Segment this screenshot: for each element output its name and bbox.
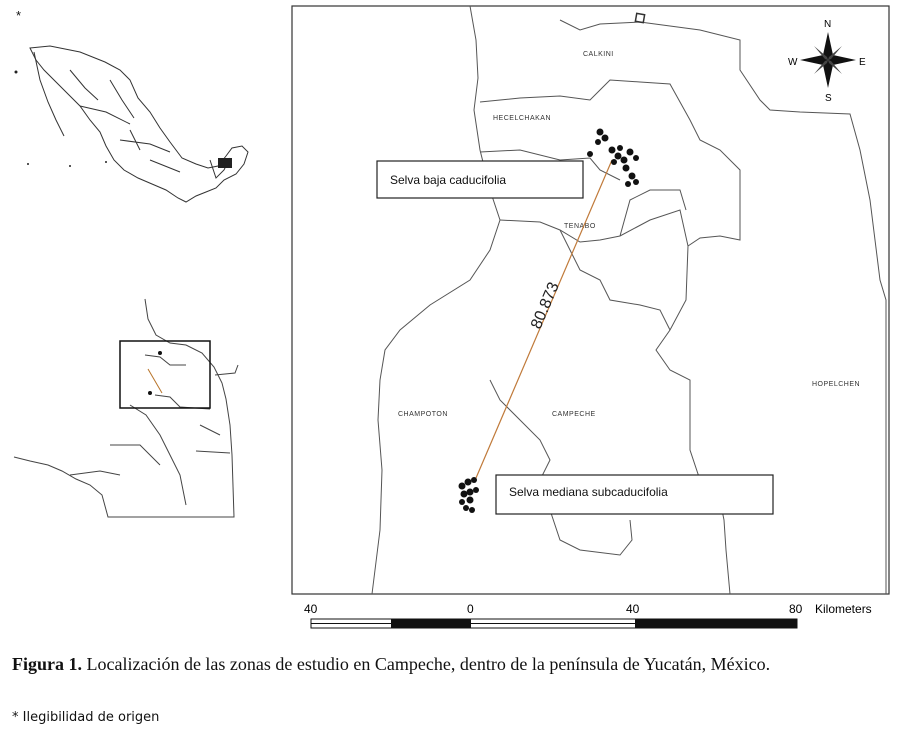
- compass-s: S: [825, 93, 832, 104]
- distance-label: 80.873: [528, 279, 563, 332]
- label-champoton: CHAMPOTON: [398, 411, 448, 418]
- compass-n: N: [824, 19, 832, 30]
- scale-unit: Kilometers: [815, 602, 872, 616]
- scale-tick-40-left: 40: [304, 602, 318, 616]
- scale-tick-80: 80: [789, 602, 803, 616]
- caption-prefix: Figura 1.: [12, 654, 82, 674]
- compass-w: W: [788, 57, 798, 68]
- label-calkini: CALKINI: [583, 51, 614, 58]
- figure-caption: [12, 652, 890, 676]
- scale-bar: [304, 602, 872, 628]
- callout-label-selva-mediana: Selva mediana subcaducifolia: [509, 485, 668, 499]
- label-campeche: CAMPECHE: [552, 411, 596, 418]
- compass-e: E: [859, 57, 866, 68]
- site-points-selva-baja: [587, 129, 639, 188]
- label-hopelchen: HOPELCHEN: [812, 381, 861, 388]
- scale-tick-40-right: 40: [626, 602, 640, 616]
- label-tenabo: TENABO: [564, 223, 596, 230]
- callout-label-selva-baja: Selva baja caducifolia: [390, 173, 507, 187]
- caption-text: Localización de las zonas de estudio en Campeche, dentro de la península de Yucatán, México.: [86, 654, 771, 674]
- scale-tick-0: 0: [467, 602, 474, 616]
- compass-rose: [788, 19, 866, 104]
- corner-marker: *: [16, 8, 22, 23]
- footnote: * Ilegibilidad de origen: [12, 710, 160, 725]
- label-hecelchakan: HECELCHAKAN: [493, 115, 552, 122]
- site-points-selva-mediana: [459, 477, 480, 513]
